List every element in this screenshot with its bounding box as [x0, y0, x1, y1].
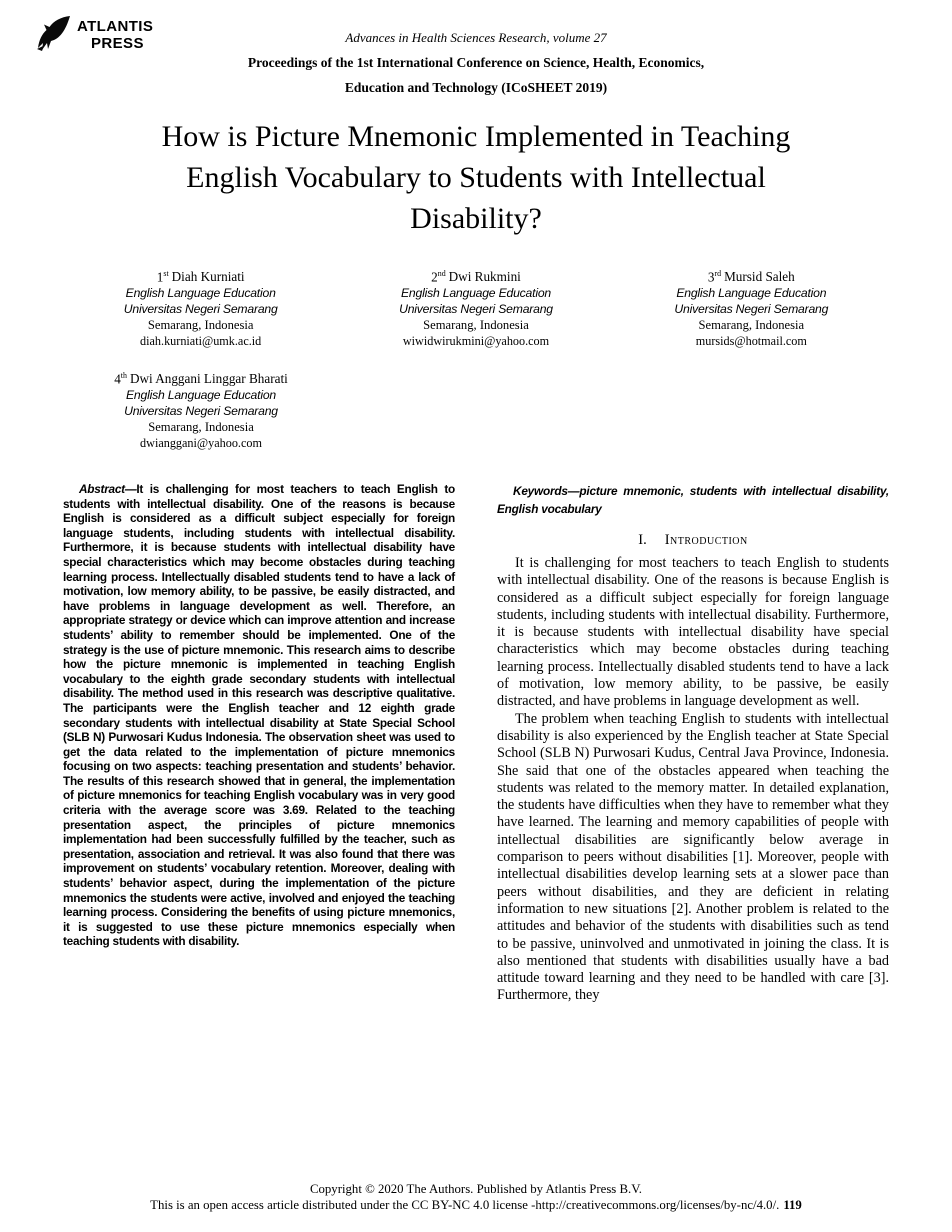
- intro-paragraph-1: It is challenging for most teachers to teach English to students with intellectual disability. One of the reasons is because English is considered as a difficult subject especially for foreign language students, including students with intellectual disability. Furthermore, it is because students with intellectual disability have special characteristics which may become obstacles during teaching learning process. Intellectually disabled students tend to have a lack of motivation, low memory ability, to be passive, be easily distracted, and have problems in language development as well.: [497, 555, 889, 710]
- author-name-text: Dwi Rukmini: [448, 269, 521, 285]
- author-name: [63, 368, 339, 387]
- author-name: [63, 266, 338, 285]
- author-location: Semarang, Indonesia: [698, 318, 805, 333]
- section-number: I.: [638, 532, 647, 548]
- author-name-text: Mursid Saleh: [724, 269, 795, 285]
- author-name: [614, 266, 889, 285]
- abstract-text: It is challenging for most teachers to teach English to students with intellectual disability. One of the reasons is because English is considered as a difficult subject especially for foreign language students, including students with intellectual disability. Furthermore, it is because students with intellectual disability have special characteristics which may become obstacles during teaching learning process. Intellectually disabled students tend to have a lack of motivation, low memory ability, to be passive, be easily distracted, and have problems in language development as well. Therefore, an appropriate strategy or device which can improve attention and increase students’ ability to remember should be implemented. One of the strategy is the use of picture mnemonic. This research aims to describe how the picture mnemonic is implemented in teaching English vocabulary to the eighth grade secondary students with intellectual disability. The method used in this research was descriptive qualitative. The participants were the English teacher and 12 eighth grade secondary students with intellectual disability at State Special School (SLB N) Purwosari Kudus Indonesia. The observation sheet was used to get the data related to the implementation of picture mnemonics focusing on two aspects: teaching presentation and students’ behavior. The results of this research showed that in general, the implementation of picture mnemonics for teaching English vocabulary was in very good criteria with the average score was 3.69. Related to the teaching presentation aspect, the principles of picture mnemonics implementation had been successfully fulfilled by the teacher, such as presentation, association and retrieval. It was also found that there was improvement on students’ vocabulary retention. Moreover, dealing with students’ behavior aspect, during the implementation of the picture mnemonics the students were active, involved and enjoyed the teaching learning process. Considering the benefits of using picture mnemonics, it is suggested to use these picture mnemonics especially when teaching students with disability.: [63, 482, 455, 949]
- author-ordinal: rd: [714, 269, 722, 278]
- author-order: 3: [707, 269, 715, 285]
- author-ordinal: th: [120, 371, 127, 380]
- author-location: Semarang, Indonesia: [147, 318, 254, 333]
- author-university: Universitas Negeri Semarang: [674, 302, 829, 317]
- atlantis-logo-line2: PRESS: [91, 34, 144, 52]
- page-number: 119: [783, 1198, 802, 1212]
- abstract-paragraph: [63, 482, 455, 949]
- author-department: English Language Education: [125, 286, 276, 301]
- right-column: [497, 482, 889, 1005]
- keywords-label: Keywords—: [513, 484, 580, 498]
- author-name-text: Diah Kurniati: [171, 269, 245, 285]
- paper-title: How is Picture Mnemonic Implemented in Teaching English Vocabulary to Students with Intellectual Disability?: [161, 120, 791, 235]
- copyright-line: Copyright © 2020 The Authors. Published by Atlantis Press B.V.: [309, 1182, 643, 1196]
- atlantis-logo-text: [77, 19, 153, 53]
- keywords-text: picture mnemonic, students with intellectual disability, English vocabulary: [497, 484, 889, 516]
- author-university: Universitas Negeri Semarang: [399, 302, 553, 317]
- authors-grid: [63, 266, 889, 349]
- author-university: Universitas Negeri Semarang: [124, 404, 278, 419]
- author-location: Semarang, Indonesia: [148, 420, 254, 435]
- author-order: 1: [156, 269, 164, 285]
- author-ordinal: st: [163, 269, 169, 278]
- author-order: 4: [114, 371, 121, 387]
- author-ordinal: nd: [437, 269, 446, 278]
- footer: [63, 1181, 889, 1213]
- abstract-label: Abstract—: [79, 482, 137, 496]
- author-location: Semarang, Indonesia: [423, 318, 529, 333]
- author-department: English Language Education: [401, 286, 551, 301]
- author-name-text: Dwi Anggani Linggar Bharati: [129, 371, 288, 387]
- proceedings-line-2: Education and Technology (ICoSHEET 2019): [344, 80, 608, 95]
- author-name: [338, 266, 613, 285]
- author-department: English Language Education: [126, 388, 276, 403]
- author-email: dwianggani@yahoo.com: [140, 436, 262, 451]
- section-heading-introduction: [497, 532, 889, 549]
- atlantis-press-logo: [34, 14, 153, 57]
- author-university: Universitas Negeri Semarang: [123, 302, 278, 317]
- license-line: [63, 1197, 889, 1213]
- intro-paragraph-2: The problem when teaching English to students with intellectual disability is also experienced by the English teacher at State Special School (SLB N) Purwosari Kudus, Central Java Province, Indonesia. She said that one of the obstacles appeared when teaching the students was related to the memory matter. In detailed explanation, the students have difficulties when they have to remember what they have learned. The learning and memory capabilities of people with intellectual disabilities are significantly below average in comparison to peers without disabilities [1]. Moreover, people with intellectual disabilities develop learning sets at a slower pace than peers without disabilities, and they are deficient in relating information to new situations [2]. Another problem is related to the attitudes and behavior of the students with disabilities such as tend to be passive, uninvolved and unmotivated in joining the class. It is also mentioned that students with disabilities usually have a bad attitude toward learning and they need to be handled with care [3]. Furthermore, they: [497, 710, 889, 1004]
- keywords-paragraph: [497, 482, 889, 518]
- license-text: This is an open access article distributed under the CC BY-NC 4.0 license -http://creativecommons.org/licenses/by-nc/4.0/.: [150, 1198, 780, 1212]
- author-block-4: [63, 368, 339, 451]
- left-column: [63, 482, 455, 1005]
- author-email: mursids@hotmail.com: [695, 334, 807, 349]
- journal-line: Advances in Health Sciences Research, volume 27: [345, 30, 607, 45]
- atlantis-bird-icon: [34, 14, 72, 57]
- proceedings-line-1: Proceedings of the 1st International Conference on Science, Health, Economics,: [247, 55, 705, 70]
- body-columns: [63, 482, 889, 1005]
- author-block-2: [338, 266, 613, 349]
- header: [160, 30, 792, 96]
- author-email: diah.kurniati@umk.ac.id: [140, 334, 262, 349]
- atlantis-logo-line1: ATLANTIS: [77, 17, 154, 35]
- author-department: English Language Education: [676, 286, 827, 301]
- section-title: Introduction: [664, 532, 748, 548]
- author-order: 2: [431, 269, 438, 285]
- author-block-3: [614, 266, 889, 349]
- author-block-1: [63, 266, 338, 349]
- author-email: wiwidwirukmini@yahoo.com: [402, 334, 550, 349]
